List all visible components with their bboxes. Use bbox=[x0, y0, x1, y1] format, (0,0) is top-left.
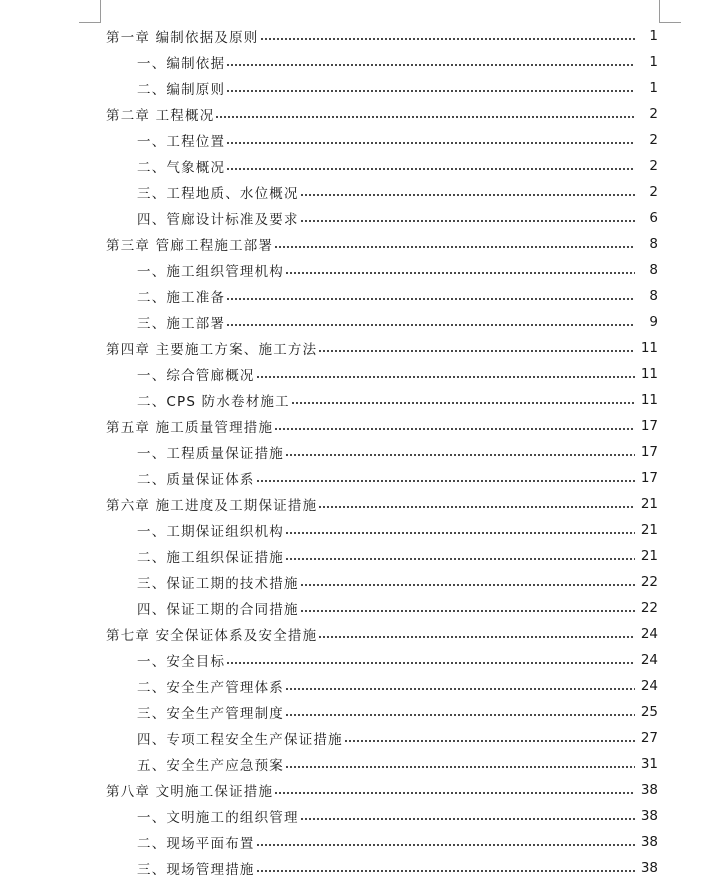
toc-entry-title: 一、编制依据 bbox=[137, 56, 226, 72]
toc-dot-leader bbox=[300, 190, 635, 200]
toc-chapter-entry[interactable] bbox=[0, 413, 720, 439]
toc-page-number: 21 bbox=[640, 548, 658, 564]
crop-mark-right-vertical bbox=[659, 0, 660, 22]
toc-page-number: 25 bbox=[640, 704, 658, 720]
toc-page-number: 11 bbox=[640, 340, 658, 356]
toc-section-entry[interactable] bbox=[0, 179, 720, 205]
toc-dot-leader bbox=[300, 216, 635, 226]
toc-section-entry[interactable] bbox=[0, 517, 720, 543]
toc-dot-leader bbox=[256, 372, 635, 382]
toc-entry-title: 二、安全生产管理体系 bbox=[137, 680, 284, 696]
toc-entry-title: 一、施工组织管理机构 bbox=[137, 264, 284, 280]
toc-page-number: 2 bbox=[649, 106, 658, 122]
toc-entry-title: 二、现场平面布置 bbox=[137, 836, 255, 852]
toc-section-entry[interactable] bbox=[0, 673, 720, 699]
toc-dot-leader bbox=[285, 762, 635, 772]
toc-dot-leader bbox=[285, 268, 635, 278]
toc-section-entry[interactable] bbox=[0, 855, 720, 881]
toc-page-number: 17 bbox=[640, 444, 658, 460]
toc-section-entry[interactable] bbox=[0, 543, 720, 569]
toc-chapter-entry[interactable] bbox=[0, 491, 720, 517]
toc-dot-leader bbox=[226, 658, 635, 668]
toc-entry-title: 第五章 施工质量管理措施 bbox=[106, 420, 274, 436]
toc-page-number: 1 bbox=[649, 80, 658, 96]
toc-dot-leader bbox=[274, 424, 635, 434]
toc-chapter-entry[interactable] bbox=[0, 621, 720, 647]
toc-section-entry[interactable] bbox=[0, 439, 720, 465]
toc-dot-leader bbox=[260, 34, 636, 44]
toc-dot-leader bbox=[215, 112, 635, 122]
toc-page-number: 24 bbox=[640, 678, 658, 694]
toc-entry-title: 一、安全目标 bbox=[137, 654, 226, 670]
toc-section-entry[interactable] bbox=[0, 153, 720, 179]
toc-section-entry[interactable] bbox=[0, 205, 720, 231]
toc-page-number: 17 bbox=[640, 470, 658, 486]
toc-page-number: 2 bbox=[649, 158, 658, 174]
toc-page-number: 1 bbox=[649, 54, 658, 70]
toc-chapter-entry[interactable] bbox=[0, 777, 720, 803]
toc-section-entry[interactable] bbox=[0, 75, 720, 101]
toc-entry-title: 三、安全生产管理制度 bbox=[137, 706, 284, 722]
toc-page-number: 8 bbox=[649, 262, 658, 278]
toc-chapter-entry[interactable] bbox=[0, 101, 720, 127]
toc-page-number: 38 bbox=[640, 860, 658, 876]
toc-entry-title: 三、现场管理措施 bbox=[137, 862, 255, 878]
toc-dot-leader bbox=[318, 346, 635, 356]
table-of-contents bbox=[0, 23, 720, 881]
toc-entry-title: 一、综合管廊概况 bbox=[137, 368, 255, 384]
crop-mark-left-vertical bbox=[100, 0, 101, 22]
toc-dot-leader bbox=[344, 736, 635, 746]
toc-dot-leader bbox=[226, 164, 635, 174]
toc-dot-leader bbox=[300, 606, 635, 616]
toc-entry-title: 三、保证工期的技术措施 bbox=[137, 576, 299, 592]
toc-entry-title: 二、气象概况 bbox=[137, 160, 226, 176]
toc-dot-leader bbox=[291, 398, 635, 408]
toc-entry-title: 第七章 安全保证体系及安全措施 bbox=[106, 628, 318, 644]
toc-chapter-entry[interactable] bbox=[0, 335, 720, 361]
toc-entry-title: 一、工期保证组织机构 bbox=[137, 524, 284, 540]
toc-page-number: 2 bbox=[649, 132, 658, 148]
toc-entry-title: 五、安全生产应急预案 bbox=[137, 758, 284, 774]
toc-dot-leader bbox=[285, 710, 635, 720]
toc-page-number: 8 bbox=[649, 288, 658, 304]
toc-chapter-entry[interactable] bbox=[0, 231, 720, 257]
toc-entry-title: 二、施工准备 bbox=[137, 290, 226, 306]
toc-entry-title: 第四章 主要施工方案、施工方法 bbox=[106, 342, 318, 358]
toc-page-number: 38 bbox=[640, 834, 658, 850]
toc-entry-title: 四、专项工程安全生产保证措施 bbox=[137, 732, 343, 748]
toc-entry-title: 四、保证工期的合同措施 bbox=[137, 602, 299, 618]
toc-page-number: 21 bbox=[640, 496, 658, 512]
toc-entry-title: 三、工程地质、水位概况 bbox=[137, 186, 299, 202]
toc-section-entry[interactable] bbox=[0, 569, 720, 595]
toc-entry-title: 第八章 文明施工保证措施 bbox=[106, 784, 274, 800]
toc-dot-leader bbox=[256, 866, 635, 876]
toc-page-number: 22 bbox=[640, 574, 658, 590]
toc-section-entry[interactable] bbox=[0, 465, 720, 491]
toc-dot-leader bbox=[256, 840, 635, 850]
toc-section-entry[interactable] bbox=[0, 283, 720, 309]
toc-entry-title: 第三章 管廊工程施工部署 bbox=[106, 238, 274, 254]
toc-entry-title: 第一章 编制依据及原则 bbox=[106, 30, 259, 46]
toc-page-number: 8 bbox=[649, 236, 658, 252]
toc-page-number: 24 bbox=[640, 652, 658, 668]
toc-page-number: 1 bbox=[649, 28, 658, 44]
toc-dot-leader bbox=[226, 320, 635, 330]
toc-dot-leader bbox=[318, 632, 635, 642]
toc-entry-title: 一、工程位置 bbox=[137, 134, 226, 150]
toc-section-entry[interactable] bbox=[0, 309, 720, 335]
toc-chapter-entry[interactable] bbox=[0, 23, 720, 49]
toc-page-number: 38 bbox=[640, 808, 658, 824]
toc-entry-title: 二、CPS 防水卷材施工 bbox=[137, 394, 290, 410]
toc-section-entry[interactable] bbox=[0, 803, 720, 829]
toc-section-entry[interactable] bbox=[0, 49, 720, 75]
toc-entry-title: 第六章 施工进度及工期保证措施 bbox=[106, 498, 318, 514]
toc-entry-title: 二、施工组织保证措施 bbox=[137, 550, 284, 566]
toc-section-entry[interactable] bbox=[0, 595, 720, 621]
toc-dot-leader bbox=[285, 528, 635, 538]
toc-entry-title: 一、文明施工的组织管理 bbox=[137, 810, 299, 826]
toc-page-number: 21 bbox=[640, 522, 658, 538]
toc-section-entry[interactable] bbox=[0, 725, 720, 751]
toc-dot-leader bbox=[226, 60, 635, 70]
toc-dot-leader bbox=[285, 684, 635, 694]
toc-page-number: 24 bbox=[640, 626, 658, 642]
toc-page-number: 31 bbox=[640, 756, 658, 772]
toc-section-entry[interactable] bbox=[0, 257, 720, 283]
toc-entry-title: 一、工程质量保证措施 bbox=[137, 446, 284, 462]
toc-section-entry[interactable] bbox=[0, 829, 720, 855]
toc-dot-leader bbox=[226, 138, 635, 148]
toc-dot-leader bbox=[300, 580, 635, 590]
toc-section-entry[interactable] bbox=[0, 647, 720, 673]
toc-section-entry[interactable] bbox=[0, 387, 720, 413]
toc-page-number: 22 bbox=[640, 600, 658, 616]
toc-dot-leader bbox=[256, 476, 635, 486]
toc-page-number: 27 bbox=[640, 730, 658, 746]
toc-dot-leader bbox=[226, 294, 635, 304]
toc-section-entry[interactable] bbox=[0, 699, 720, 725]
toc-entry-title: 二、编制原则 bbox=[137, 82, 226, 98]
toc-section-entry[interactable] bbox=[0, 751, 720, 777]
toc-entry-title: 第二章 工程概况 bbox=[106, 108, 215, 124]
toc-entry-title: 三、施工部署 bbox=[137, 316, 226, 332]
toc-page-number: 6 bbox=[649, 210, 658, 226]
toc-dot-leader bbox=[274, 242, 635, 252]
toc-dot-leader bbox=[285, 554, 635, 564]
toc-page-number: 17 bbox=[640, 418, 658, 434]
toc-section-entry[interactable] bbox=[0, 127, 720, 153]
toc-entry-title: 四、管廊设计标准及要求 bbox=[137, 212, 299, 228]
toc-entry-title: 二、质量保证体系 bbox=[137, 472, 255, 488]
toc-dot-leader bbox=[274, 788, 635, 798]
toc-page-number: 11 bbox=[640, 392, 658, 408]
toc-dot-leader bbox=[226, 86, 635, 96]
toc-section-entry[interactable] bbox=[0, 361, 720, 387]
toc-dot-leader bbox=[285, 450, 635, 460]
toc-dot-leader bbox=[300, 814, 635, 824]
toc-page-number: 2 bbox=[649, 184, 658, 200]
toc-dot-leader bbox=[318, 502, 635, 512]
toc-page-number: 38 bbox=[640, 782, 658, 798]
toc-page-number: 11 bbox=[640, 366, 658, 382]
toc-page-number: 9 bbox=[649, 314, 658, 330]
